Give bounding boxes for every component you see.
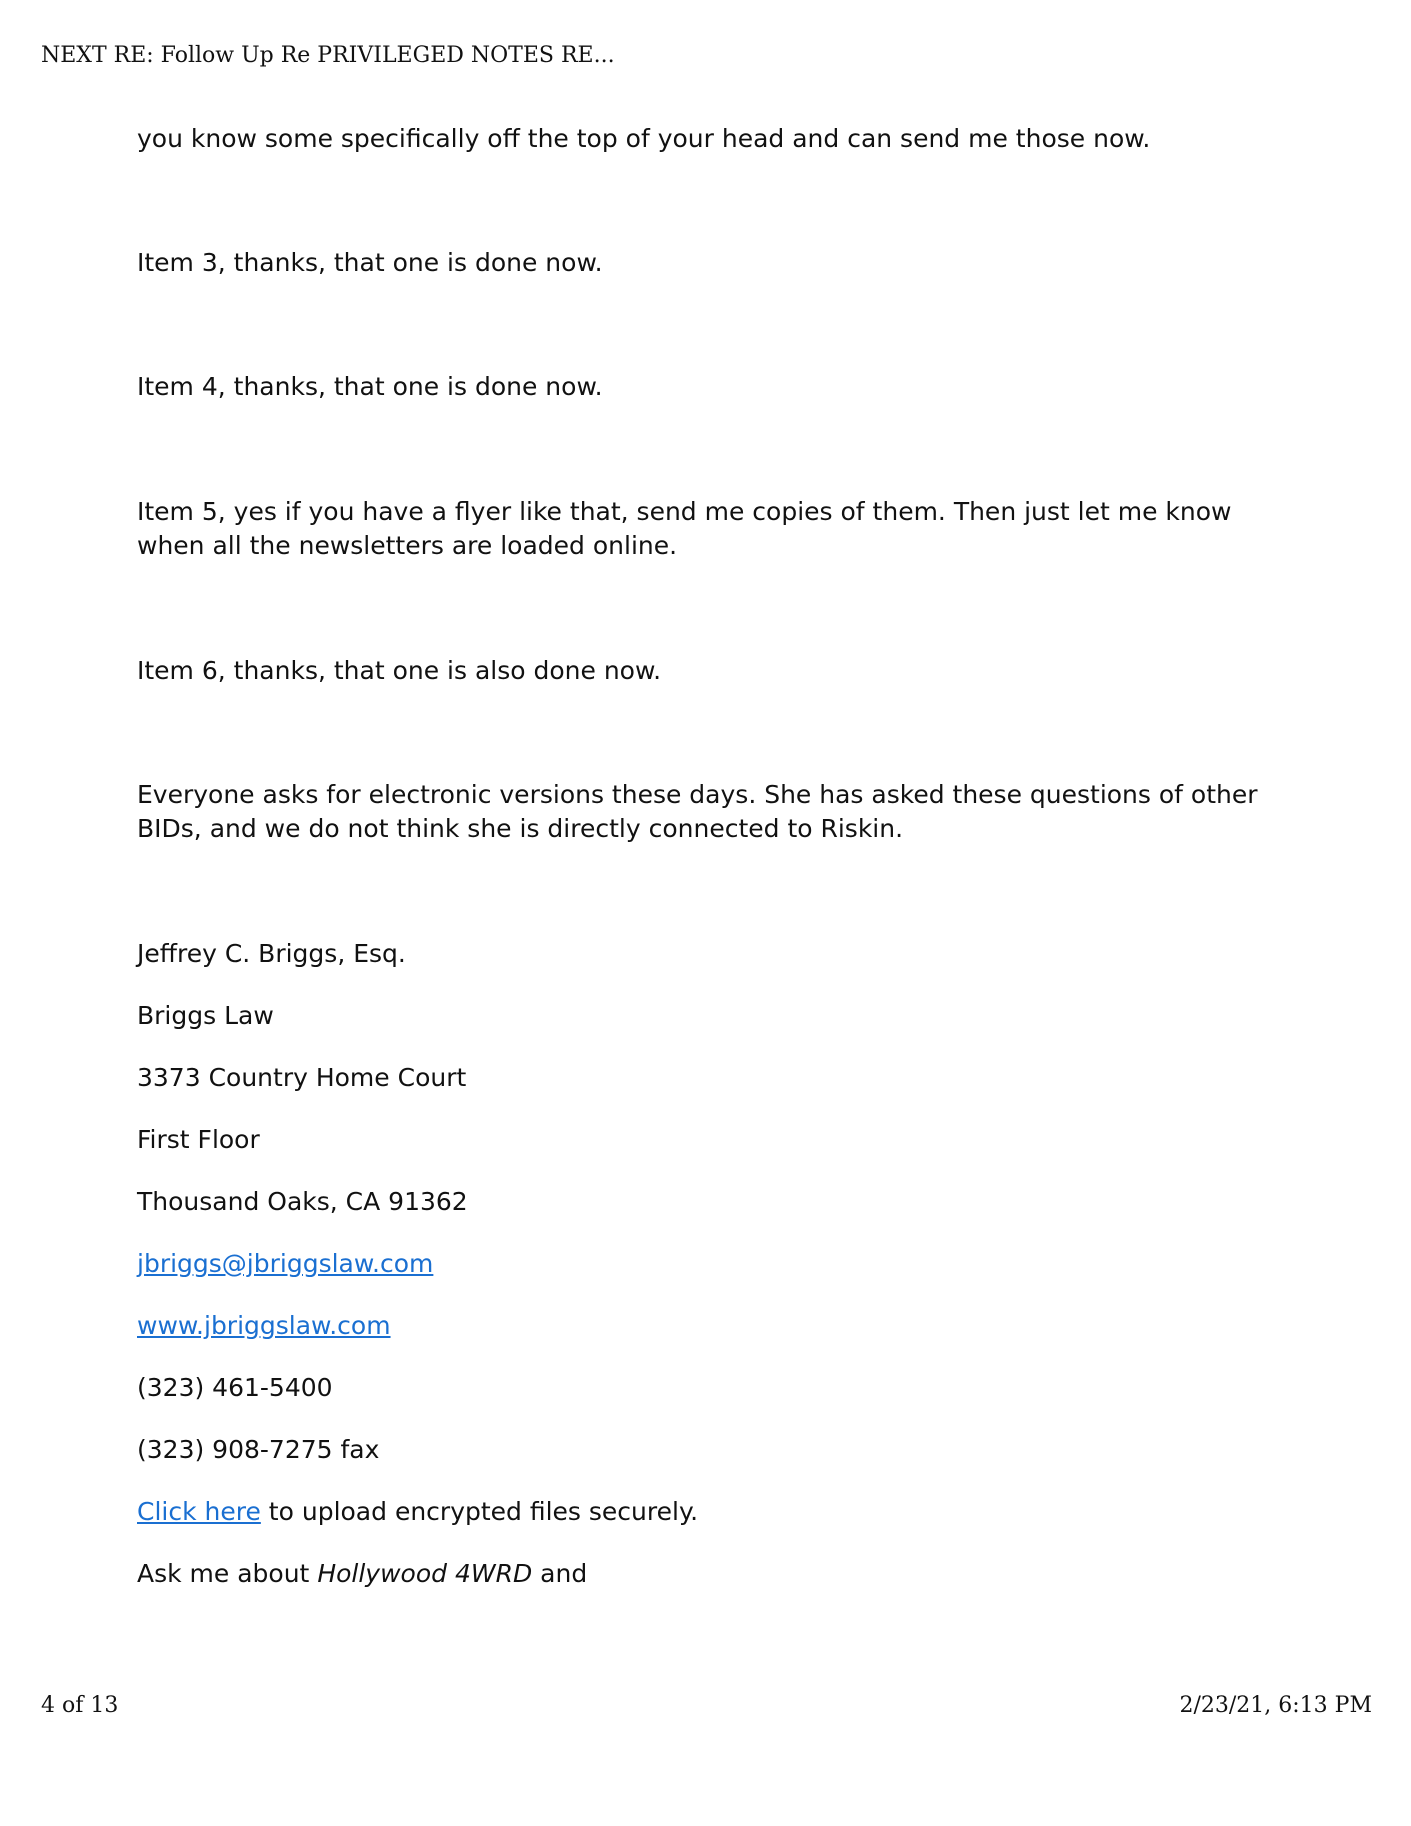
- upload-link[interactable]: Click here: [137, 1497, 261, 1526]
- signature-email-line: [137, 1247, 433, 1281]
- email-link[interactable]: jbriggs@jbriggslaw.com: [137, 1249, 434, 1278]
- ask-prefix: Ask me about: [137, 1559, 318, 1588]
- website-link[interactable]: www.jbriggslaw.com: [137, 1311, 391, 1340]
- signature-name: Jeffrey C. Briggs, Esq.: [137, 939, 406, 968]
- body-paragraph: Item 3, thanks, that one is done now.: [137, 248, 603, 277]
- signature-address-line-1: 3373 Country Home Court: [137, 1063, 467, 1092]
- page-header-title: NEXT RE: Follow Up Re PRIVILEGED NOTES RE...: [41, 43, 615, 68]
- print-timestamp: 2/23/21, 6:13 PM: [1179, 1693, 1372, 1718]
- signature-city-state-zip: Thousand Oaks, CA 91362: [137, 1187, 468, 1216]
- page-number: 4 of 13: [41, 1693, 119, 1718]
- ask-italic-title: Hollywood 4WRD: [317, 1559, 533, 1588]
- body-paragraph: Item 4, thanks, that one is done now.: [137, 372, 603, 401]
- ask-suffix: and: [532, 1559, 588, 1588]
- signature-address-line-2: First Floor: [137, 1125, 260, 1154]
- signature-ask-line: [137, 1557, 587, 1591]
- body-paragraph: you know some specifically off the top of your head and can send me those now.: [137, 124, 1151, 153]
- signature-fax: (323) 908-7275 fax: [137, 1435, 380, 1464]
- upload-text: to upload encrypted files securely.: [260, 1497, 699, 1526]
- body-paragraph: Item 6, thanks, that one is also done now.: [137, 656, 662, 685]
- signature-upload-line: [137, 1495, 698, 1529]
- signature-phone: (323) 461-5400: [137, 1373, 333, 1402]
- signature-website-line: [137, 1309, 391, 1343]
- body-paragraph: Everyone asks for electronic versions these days. She has asked these questions of other BIDs, and we do not think she is directly connected to Riskin.: [137, 780, 1258, 843]
- body-paragraph: Item 5, yes if you have a flyer like that, send me copies of them. Then just let me know when all the newsletters are loaded online.: [137, 497, 1232, 560]
- signature-firm: Briggs Law: [137, 1001, 274, 1030]
